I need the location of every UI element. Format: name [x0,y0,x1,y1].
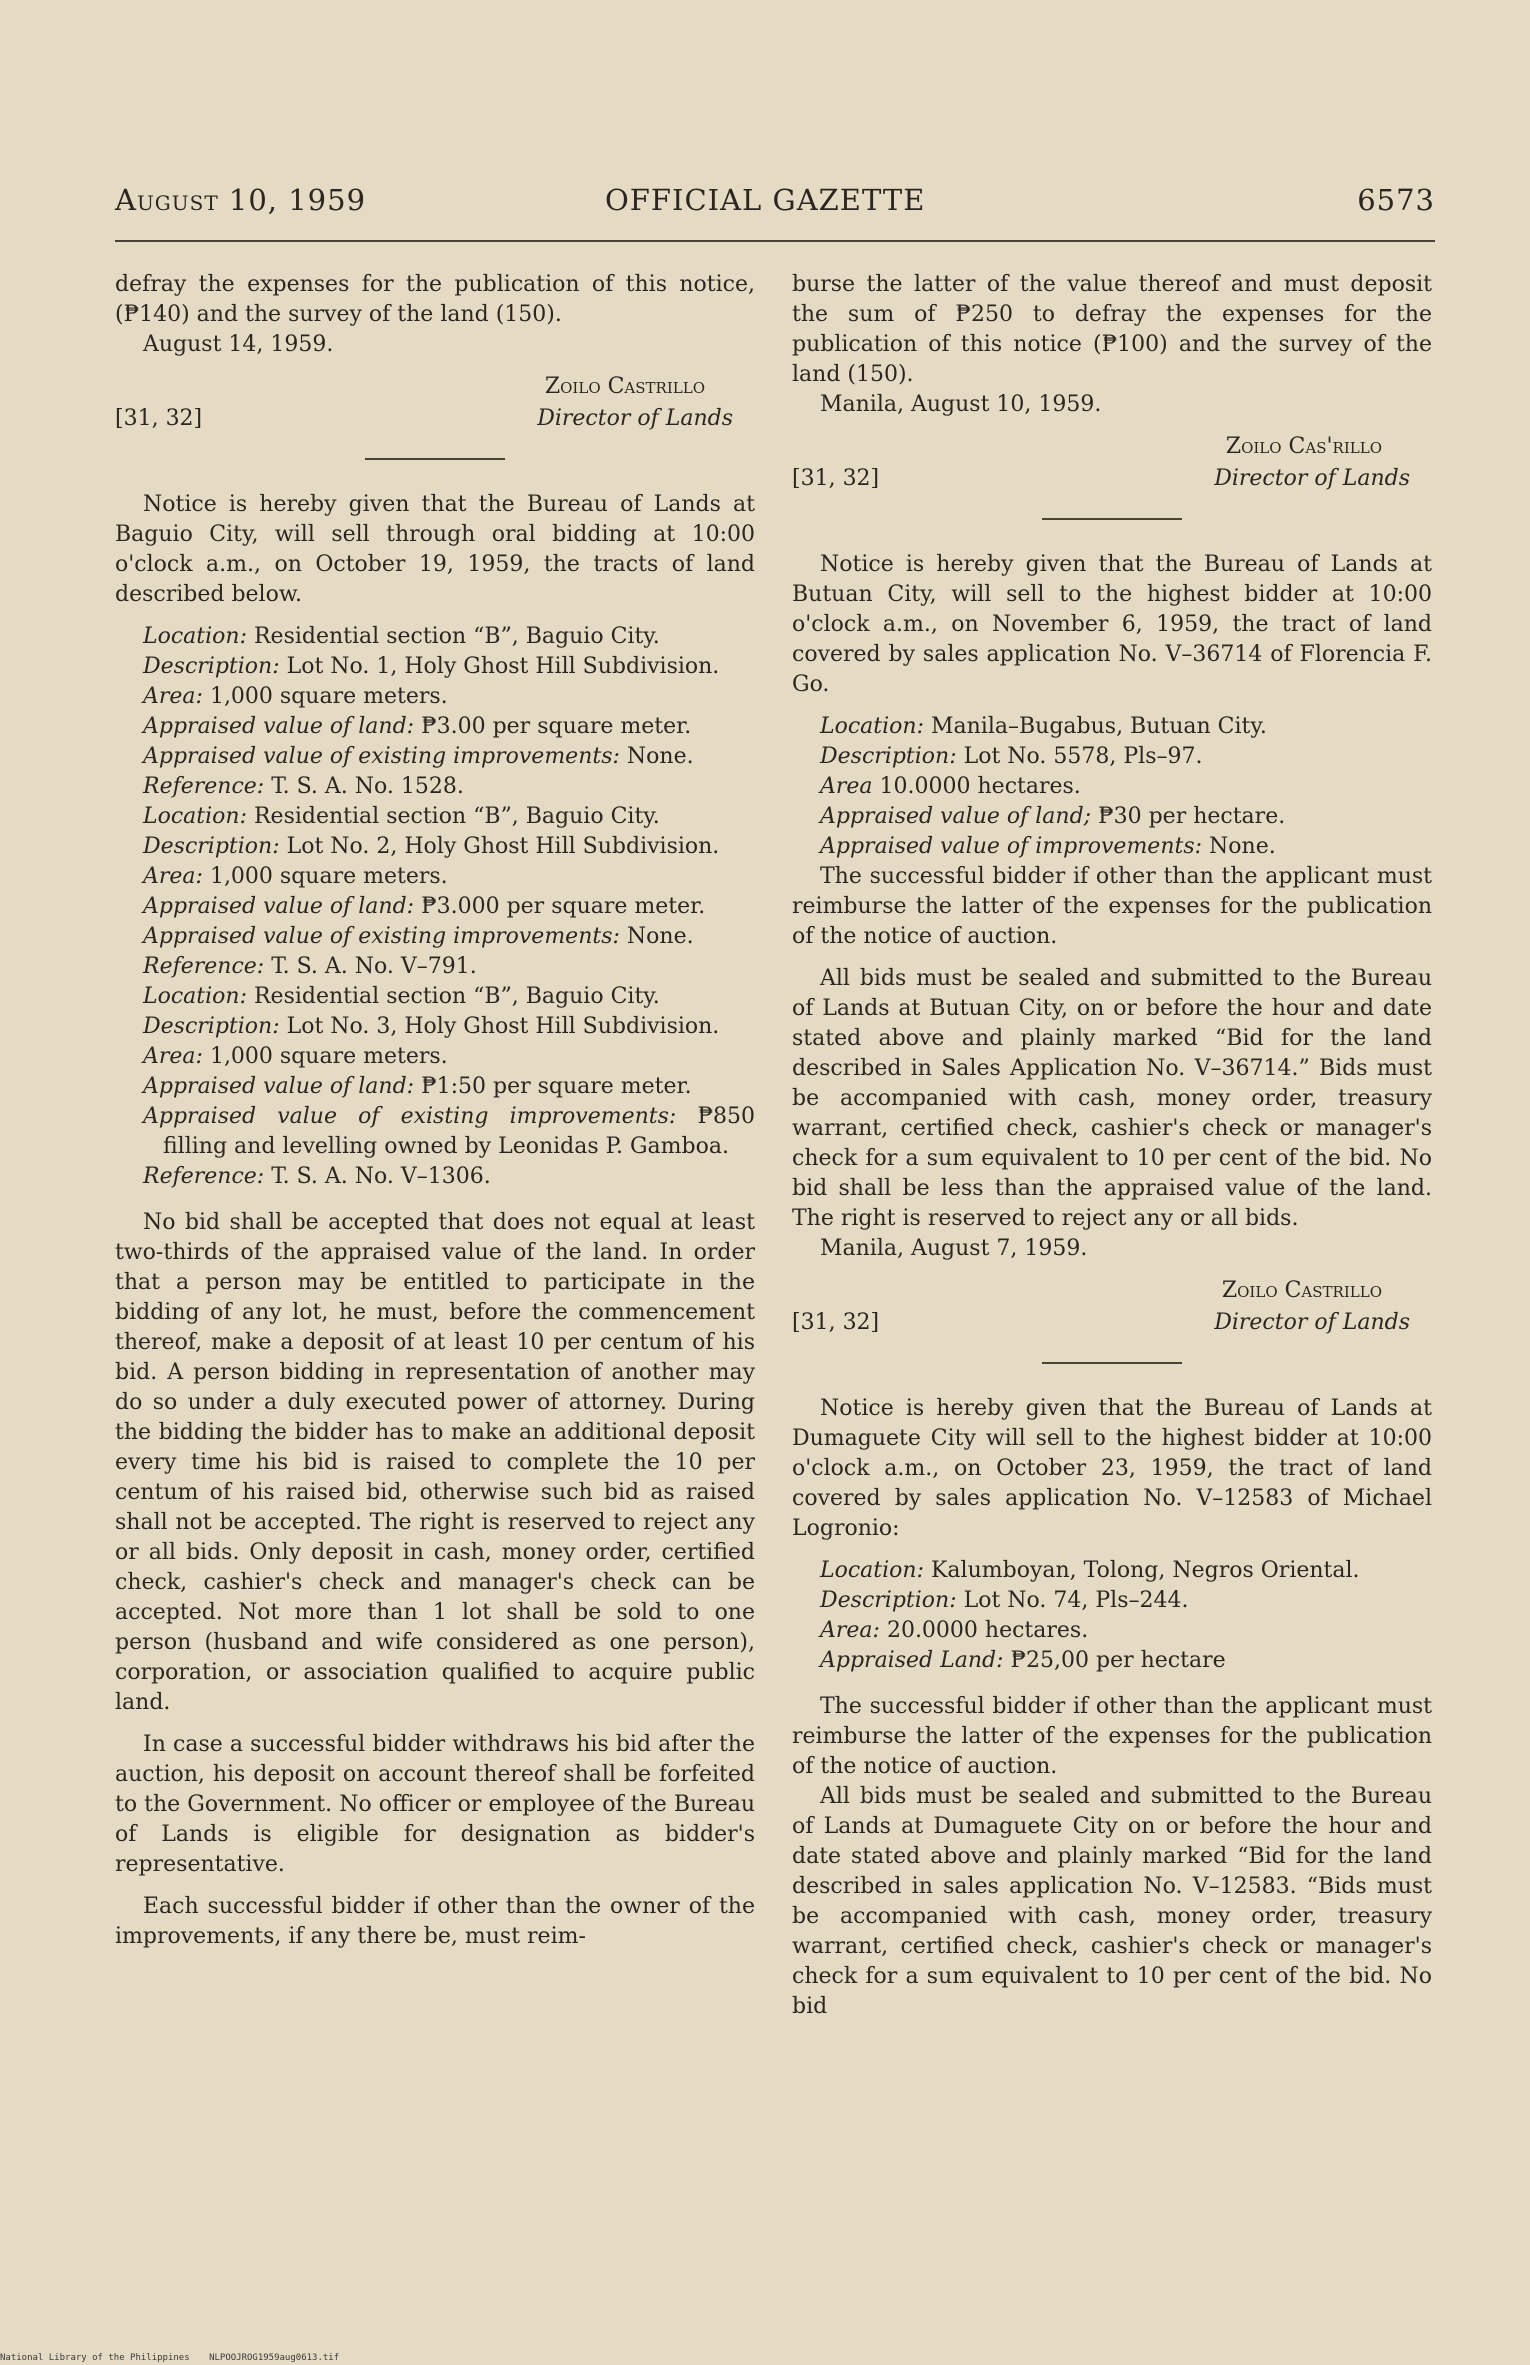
header-rule [115,240,1435,242]
bids-paragraph: All bids must be sealed and submitted to the Bureau of Lands at Dumaguete City on or before the hour and date stated above and plainly marked “Bid for the land described in sales application No. V–12583. “Bids must be accompanied with cash, money order, treasury warrant, certified check, cashier's check or manager's check for a sum equivalent to 10 per cent of the bid. No bid [792,1784,1432,2019]
page-number: 6573 [1357,183,1435,217]
lot-area: Area: 20.0000 hectares. [820,1618,1089,1643]
scan-footer [0,2353,353,2363]
lot-appraised-value: Appraised value of land: ₱3.000 per square meter. [143,894,706,919]
section-divider [1042,518,1182,520]
signatory-name: Zoilo Castrillo [1221,1278,1382,1303]
page-header [115,183,1435,223]
signatory-office: Director of Lands [1214,466,1410,491]
right-column [792,270,1432,2034]
lot-area: Area 10.0000 hectares. [820,774,1081,799]
lot-improvements-value: Appraised value of existing improvements: ₱850 filling and levelling owned by Leonidas P. Gamboa. [143,1104,755,1159]
lot-area: Area: 1,000 square meters. [143,1044,448,1069]
section-divider [1042,1362,1182,1364]
reimbursement-paragraph: Each successful bidder if other than the owner of the improvements, if any there be, must reim- [115,1894,755,1949]
lot-location: Location: Manila–Bugabus, Butuan City. [820,714,1267,739]
withdrawal-paragraph: In case a successful bidder withdraws his bid after the auction, his deposit on account thereof shall be forfeited to the Government. No officer or employee of the Bureau of Lands is eligible for designation as bidder's representative. [115,1732,755,1877]
notice-intro: Notice is hereby given that the Bureau of Lands at Butuan City, will sell to the highest bidder at 10:00 o'clock a.m., on November 6, 1959, the tract of land covered by sales application No. V–36714 of Florencia F. Go. [792,552,1432,697]
issue-reference: [31, 32] [792,466,880,491]
lot-listing [115,622,755,1192]
left-column [115,270,755,1964]
bids-paragraph: All bids must be sealed and submitted to the Bureau of Lands at Butuan City, on or before the hour and date stated above and plainly marked “Bid for the land described in Sales Application No. V–36714.” Bids must be accompanied with cash, money order, treasury warrant, certified check, cashier's check or manager's check for a sum equivalent to 10 per cent of the bid. No bid shall be less than the appraised value of the land. The right is reserved to reject any or all bids. [792,966,1432,1231]
lot-description: Description: Lot No. 5578, Pls–97. [820,744,1203,769]
issue-reference: [31, 32] [115,406,203,431]
issue-reference: [31, 32] [792,1310,880,1335]
lot-reference: Reference: T. S. A. No. V–1306. [143,1164,491,1189]
successful-bidder-paragraph: The successful bidder if other than the applicant must reimburse the latter of the expenses for the publication of the notice of auction. [792,864,1432,949]
bidding-rules-paragraph: No bid shall be accepted that does not equal at least two-thirds of the appraised value of the land. In order that a person may be entitled to participate in the bidding of any lot, he must, before the commencement thereof, make a deposit of at least 10 per centum of his bid. A person bidding in representation of another may do so under a duly executed power of attorney. During the bidding the bidder has to make an additional deposit every time his bid is raised to complete the 10 per centum of his raised bid, otherwise such bid as raised shall not be accepted. The right is reserved to reject any or all bids. Only deposit in cash, money order, certified check, cashier's check and manager's check can be accepted. Not more than 1 lot shall be sold to one person (husband and wife considered as one person), corporation, or association qualified to acquire public land. [115,1210,755,1715]
successful-bidder-paragraph: The successful bidder if other than the applicant must reimburse the latter of the expenses for the publication of the notice of auction. [792,1694,1432,1779]
lot-improvements-value: Appraised value of existing improvements: None. [143,924,694,949]
lot-listing [792,1556,1432,1676]
lot-location: Location: Kalumboyan, Tolong, Negros Oriental. [820,1558,1360,1583]
scan-filename: NLPOOJROG1959aug0613.tif [209,2353,340,2363]
lot-location: Location: Residential section “B”, Baguio City. [143,804,660,829]
notice-intro: Notice is hereby given that the Bureau of Lands at Dumaguete City will sell to the highest bidder at 10:00 o'clock a.m., on October 23, 1959, the tract of land covered by sales application No. V–12583 of Michael Logronio: [792,1396,1432,1541]
signature-block [792,1276,1432,1342]
lot-description: Description: Lot No. 3, Holy Ghost Hill Subdivision. [143,1014,720,1039]
lot-location: Location: Residential section “B”, Baguio City. [143,624,660,649]
notice-date: Manila, August 10, 1959. [820,392,1102,417]
section-divider [365,458,505,460]
lot-appraised-value: Appraised value of land; ₱30 per hectare. [820,804,1286,829]
notice-intro: Notice is hereby given that the Bureau of Lands at Baguio City, will sell through oral bidding at 10:00 o'clock a.m., on October 19, 1959, the tracts of land described below. [115,492,755,607]
signatory-name: Zoilo Cas'rillo [1225,434,1382,459]
lot-description: Description: Lot No. 74, Pls–244. [820,1588,1189,1613]
lot-listing [792,712,1432,862]
lot-improvements-value: Appraised value of existing improvements: None. [143,744,694,769]
notice-date: Manila, August 7, 1959. [820,1236,1088,1261]
lot-appraised-value: Appraised value of land: ₱1:50 per square meter. [143,1074,692,1099]
header-title: OFFICIAL GAZETTE [605,183,926,217]
lot-appraised-value: Appraised value of land: ₱3.00 per square meter. [143,714,692,739]
continued-paragraph: defray the expenses for the publication of this notice, (₱140) and the survey of the land (150). [115,272,755,327]
signatory-name: Zoilo Castrillo [544,374,705,399]
lot-location: Location: Residential section “B”, Baguio City. [143,984,660,1009]
signatory-office: Director of Lands [1214,1310,1410,1335]
header-date: August 10, 1959 [115,183,367,217]
signatory-office: Director of Lands [537,406,733,431]
lot-improvements-value: Appraised value of improvements: None. [820,834,1276,859]
notice-date: August 14, 1959. [143,332,334,357]
lot-appraised-value: Appraised Land: ₱25,00 per hectare [820,1648,1226,1673]
lot-reference: Reference: T. S. A. No. 1528. [143,774,464,799]
lot-area: Area: 1,000 square meters. [143,684,448,709]
signature-block [115,372,755,438]
lot-area: Area: 1,000 square meters. [143,864,448,889]
library-credit: National Library of the Philippines [0,2353,190,2363]
continued-paragraph: burse the latter of the value thereof and must deposit the sum of ₱250 to defray the expenses for the publication of this notice (₱100) and the survey of the land (150). [792,272,1432,387]
lot-reference: Reference: T. S. A. No. V–791. [143,954,477,979]
signature-block [792,432,1432,498]
lot-description: Description: Lot No. 2, Holy Ghost Hill Subdivision. [143,834,720,859]
lot-description: Description: Lot No. 1, Holy Ghost Hill Subdivision. [143,654,720,679]
